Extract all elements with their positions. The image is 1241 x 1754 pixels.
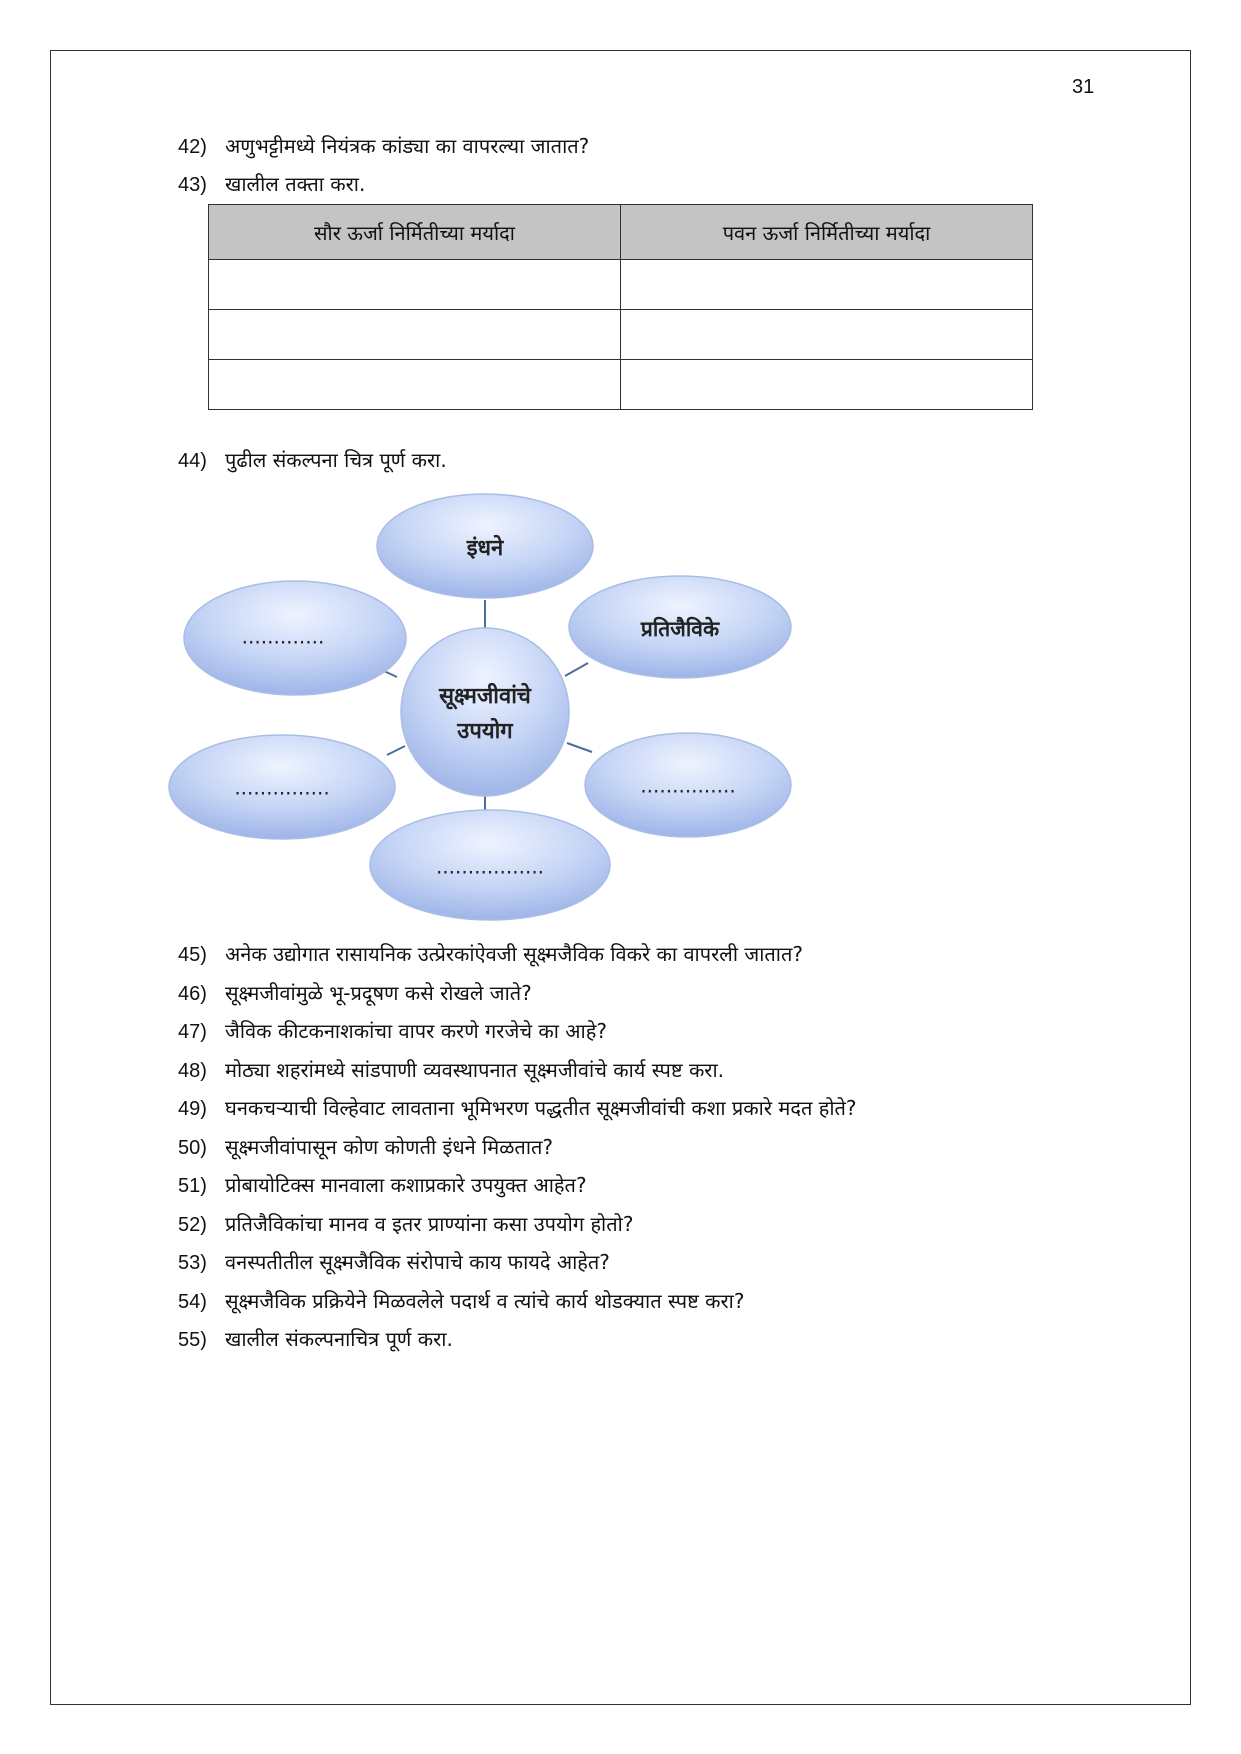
question-text: सूक्ष्मजीवांपासून कोण कोणती इंधने मिळतात? [225, 1135, 554, 1159]
question-text: मोठ्या शहरांमध्ये सांडपाणी व्यवस्थापनात सूक्ष्मजीवांचे कार्य स्पष्ट करा. [225, 1058, 725, 1082]
page-number: 31 [1072, 76, 1095, 98]
table-cell [209, 260, 621, 310]
question-54 [178, 1291, 744, 1312]
question-text: जैविक कीटकनाशकांचा वापर करणे गरजेचे का आहे? [225, 1019, 607, 1043]
header-wind-limits: पवन ऊर्जा निर्मितीच्या मर्यादा [621, 205, 1033, 260]
node-right-lower-label: ............... [640, 773, 736, 798]
question-text: वनस्पतीतील सूक्ष्मजैविक संरोपाचे काय फायदे आहेत? [225, 1250, 610, 1274]
node-center-shape [401, 628, 569, 796]
question-number: 43) [178, 174, 207, 196]
table-header-row [209, 205, 1033, 260]
table-cell [621, 260, 1033, 310]
question-45 [178, 944, 803, 965]
energy-limits-table [208, 204, 1033, 410]
question-text: खालील तक्ता करा. [225, 172, 366, 196]
question-number: 55) [178, 1329, 207, 1351]
question-text: खालील संकल्पनाचित्र पूर्ण करा. [225, 1327, 453, 1351]
question-55 [178, 1329, 453, 1350]
question-text: अणुभट्टीमध्ये नियंत्रक कांड्या का वापरल्या जातात? [225, 134, 590, 158]
node-right-lower [585, 733, 791, 837]
question-53 [178, 1252, 610, 1273]
table-row [209, 260, 1033, 310]
question-51 [178, 1175, 587, 1196]
question-50 [178, 1137, 553, 1158]
question-number: 48) [178, 1060, 207, 1082]
node-top-label: इंधने [466, 536, 504, 561]
question-43 [178, 174, 365, 195]
node-right-upper-label: प्रतिजैविके [640, 617, 720, 641]
question-number: 50) [178, 1137, 207, 1159]
node-right-upper [569, 576, 791, 678]
node-center [401, 628, 569, 796]
question-52 [178, 1214, 633, 1235]
question-text: प्रतिजैविकांचा मानव व इतर प्राण्यांना कसा उपयोग होतो? [225, 1212, 634, 1236]
node-center-label-line2: उपयोग [457, 719, 513, 744]
header-solar-limits: सौर ऊर्जा निर्मितीच्या मर्यादा [209, 205, 621, 260]
node-top [377, 494, 593, 598]
question-text: सूक्ष्मजैविक प्रक्रियेने मिळवलेले पदार्थ व त्यांचे कार्य थोडक्यात स्पष्ट करा? [225, 1289, 745, 1313]
question-text: पुढील संकल्पना चित्र पूर्ण करा. [225, 448, 447, 472]
table-cell [209, 360, 621, 410]
question-44 [178, 450, 447, 471]
question-number: 42) [178, 136, 207, 158]
node-center-label-line1: सूक्ष्मजीवांचे [439, 684, 531, 709]
question-number: 51) [178, 1175, 207, 1197]
table-cell [621, 310, 1033, 360]
question-number: 44) [178, 450, 207, 472]
node-bottom [370, 810, 610, 920]
question-49 [178, 1098, 857, 1119]
question-text: घनकचऱ्याची विल्हेवाट लावताना भूमिभरण पद्धतीत सूक्ष्मजीवांची कशा प्रकारे मदत होते? [225, 1096, 857, 1120]
question-number: 53) [178, 1252, 207, 1274]
connector-line [565, 663, 588, 676]
connector-line [567, 743, 592, 752]
node-bottom-label: ................. [435, 854, 545, 879]
connector-line [384, 671, 397, 677]
question-42 [178, 136, 589, 157]
question-number: 54) [178, 1291, 207, 1313]
node-left-lower [169, 735, 395, 839]
question-number: 47) [178, 1021, 207, 1043]
question-text: अनेक उद्योगात रासायनिक उत्प्रेरकांऐवजी सूक्ष्मजैविक विकरे का वापरली जातात? [225, 942, 803, 966]
table-row [209, 360, 1033, 410]
question-number: 52) [178, 1214, 207, 1236]
table-cell [621, 360, 1033, 410]
concept-map [185, 490, 785, 925]
connector-line [387, 746, 405, 755]
question-46 [178, 983, 532, 1004]
question-number: 49) [178, 1098, 207, 1120]
question-number: 46) [178, 983, 207, 1005]
node-left-lower-label: ............... [234, 775, 330, 800]
table-cell [209, 310, 621, 360]
table-row [209, 310, 1033, 360]
question-47 [178, 1021, 607, 1042]
question-48 [178, 1060, 724, 1081]
question-text: प्रोबायोटिक्स मानवाला कशाप्रकारे उपयुक्त आहेत? [225, 1173, 587, 1197]
question-text: सूक्ष्मजीवांमुळे भू-प्रदूषण कसे रोखले जाते? [225, 981, 532, 1005]
question-number: 45) [178, 944, 207, 966]
node-left-upper [184, 581, 406, 695]
node-left-upper-label: ............. [241, 624, 325, 649]
